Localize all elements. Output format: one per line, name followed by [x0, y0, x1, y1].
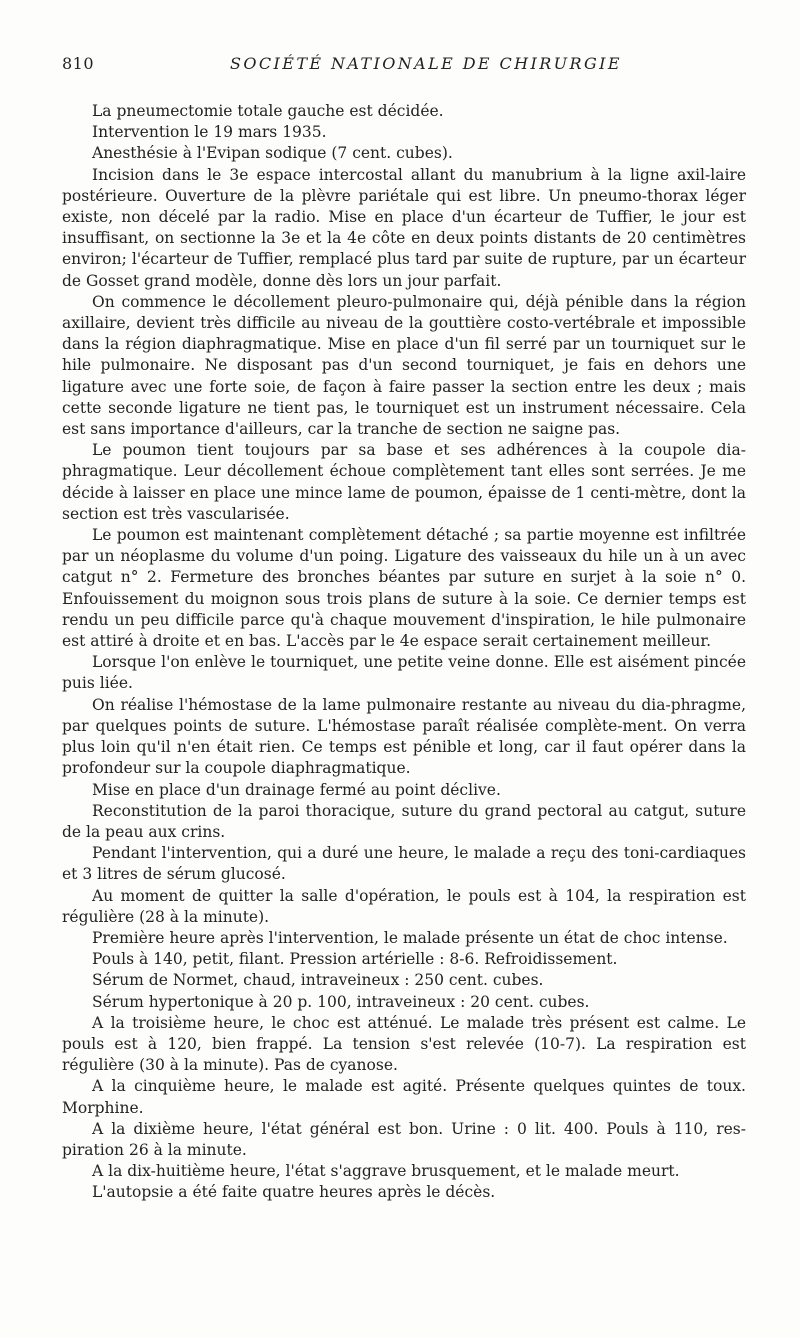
paragraph: A la dixième heure, l'état général est bon. Urine : 0 lit. 400. Pouls à 110, res-piration 26 à la minute.	[62, 1119, 746, 1159]
paragraph: Le poumon est maintenant complètement détaché ; sa partie moyenne est infiltrée par un néoplasme du volume d'un poing. Ligature des vaisseaux du hile un à un avec catgut n° 2. Fermeture des bronches béantes par suture en surjet à la soie n° 0. Enfouissement du moignon sous trois plans de suture à la soie. Ce dernier temps est rendu un peu difficile parce qu'à chaque mouvement d'inspiration, le hile pulmonaire est attiré à droite et en bas. L'accès par le 4e espace serait certainement meilleur.	[62, 526, 746, 651]
paragraph: L'autopsie a été faite quatre heures après le décès.	[92, 1183, 496, 1202]
paragraph: Pendant l'intervention, qui a duré une heure, le malade a reçu des toni-cardiaques et 3 litres de sérum glucosé.	[62, 844, 746, 884]
paragraph: Incision dans le 3e espace intercostal allant du manubrium à la ligne axil-laire postérieure. Ouverture de la plèvre pariétale qui est libre. Un pneumo-thorax léger existe, non décelé par la radio. Mise en place d'un écarteur de Tuffier, le jour est insuffisant, on sectionne la 3e et la 4e côte en deux points distants de 20 centimètres environ; l'écarteur de Tuffier, remplacé plus tard par suite de rupture, par un écarteur de Gosset grand modèle, donne dès lors un jour parfait.	[62, 165, 746, 290]
page-number: 810	[62, 54, 95, 73]
paragraph: On commence le décollement pleuro-pulmonaire qui, déjà pénible dans la région axillaire, devient très difficile au niveau de la gouttière costo-vertébrale et impossible dans la région diaphragmatique. Mise en place d'un fil serré par un tourniquet sur le hile pulmonaire. Ne disposant pas d'un second tourniquet, je fais en dehors une ligature avec une forte soie, de façon à faire passer la section entre les deux ; mais cette seconde ligature ne tient pas, le tourniquet est un instrument nécessaire. Cela est sans importance d'ailleurs, car la tranche de section ne saigne pas.	[62, 292, 746, 439]
paragraph: Reconstitution de la paroi thoracique, suture du grand pectoral au catgut, suture de la peau aux crins.	[62, 801, 746, 841]
page-header	[62, 52, 738, 76]
paragraph: A la dix-huitième heure, l'état s'aggrave brusquement, et le malade meurt.	[92, 1162, 680, 1181]
paragraph: Au moment de quitter la salle d'opération, le pouls est à 104, la respiration est régulière (28 à la minute).	[62, 886, 746, 926]
paragraph: Sérum hypertonique à 20 p. 100, intraveineux : 20 cent. cubes.	[92, 992, 590, 1011]
paragraph: Première heure après l'intervention, le malade présente un état de choc intense.	[92, 928, 728, 947]
paragraph: Sérum de Normet, chaud, intraveineux : 250 cent. cubes.	[92, 971, 544, 990]
paragraph: On réalise l'hémostase de la lame pulmonaire restante au niveau du dia-phragme, par quelques points de suture. L'hémostase paraît réalisée complète-ment. On verra plus loin qu'il n'en était rien. Ce temps est pénible et long, car il faut opérer dans la profondeur sur la coupole diaphragmatique.	[62, 695, 746, 778]
paragraph: Le poumon tient toujours par sa base et ses adhérences à la coupole dia-phragmatique. Leur décollement échoue complètement tant elles sont serrées. Je me décide à laisser en place une mince lame de poumon, épaisse de 1 centi-mètre, dont la section est très vascularisée.	[62, 441, 746, 523]
paragraph: A la cinquième heure, le malade est agité. Présente quelques quintes de toux. Morphine.	[62, 1077, 746, 1117]
body-text	[62, 101, 746, 1204]
paragraph: La pneumectomie totale gauche est décidée.	[92, 102, 444, 120]
running-title: SOCIÉTÉ NATIONALE DE CHIRURGIE	[230, 54, 622, 73]
paragraph: A la troisième heure, le choc est atténué. Le malade très présent est calme. Le pouls est à 120, bien frappé. La tension s'est relevée (10-7). La respiration est régulière (30 à la minute). Pas de cyanose.	[62, 1013, 746, 1075]
paragraph: Intervention le 19 mars 1935.	[92, 123, 327, 142]
paragraph: Pouls à 140, petit, filant. Pression artérielle : 8-6. Refroidissement.	[92, 950, 618, 969]
paragraph: Mise en place d'un drainage fermé au point déclive.	[92, 780, 501, 799]
paragraph: Anesthésie à l'Evipan sodique (7 cent. cubes).	[92, 144, 453, 163]
paragraph: Lorsque l'on enlève le tourniquet, une petite veine donne. Elle est aisément pincée puis liée.	[62, 653, 746, 693]
